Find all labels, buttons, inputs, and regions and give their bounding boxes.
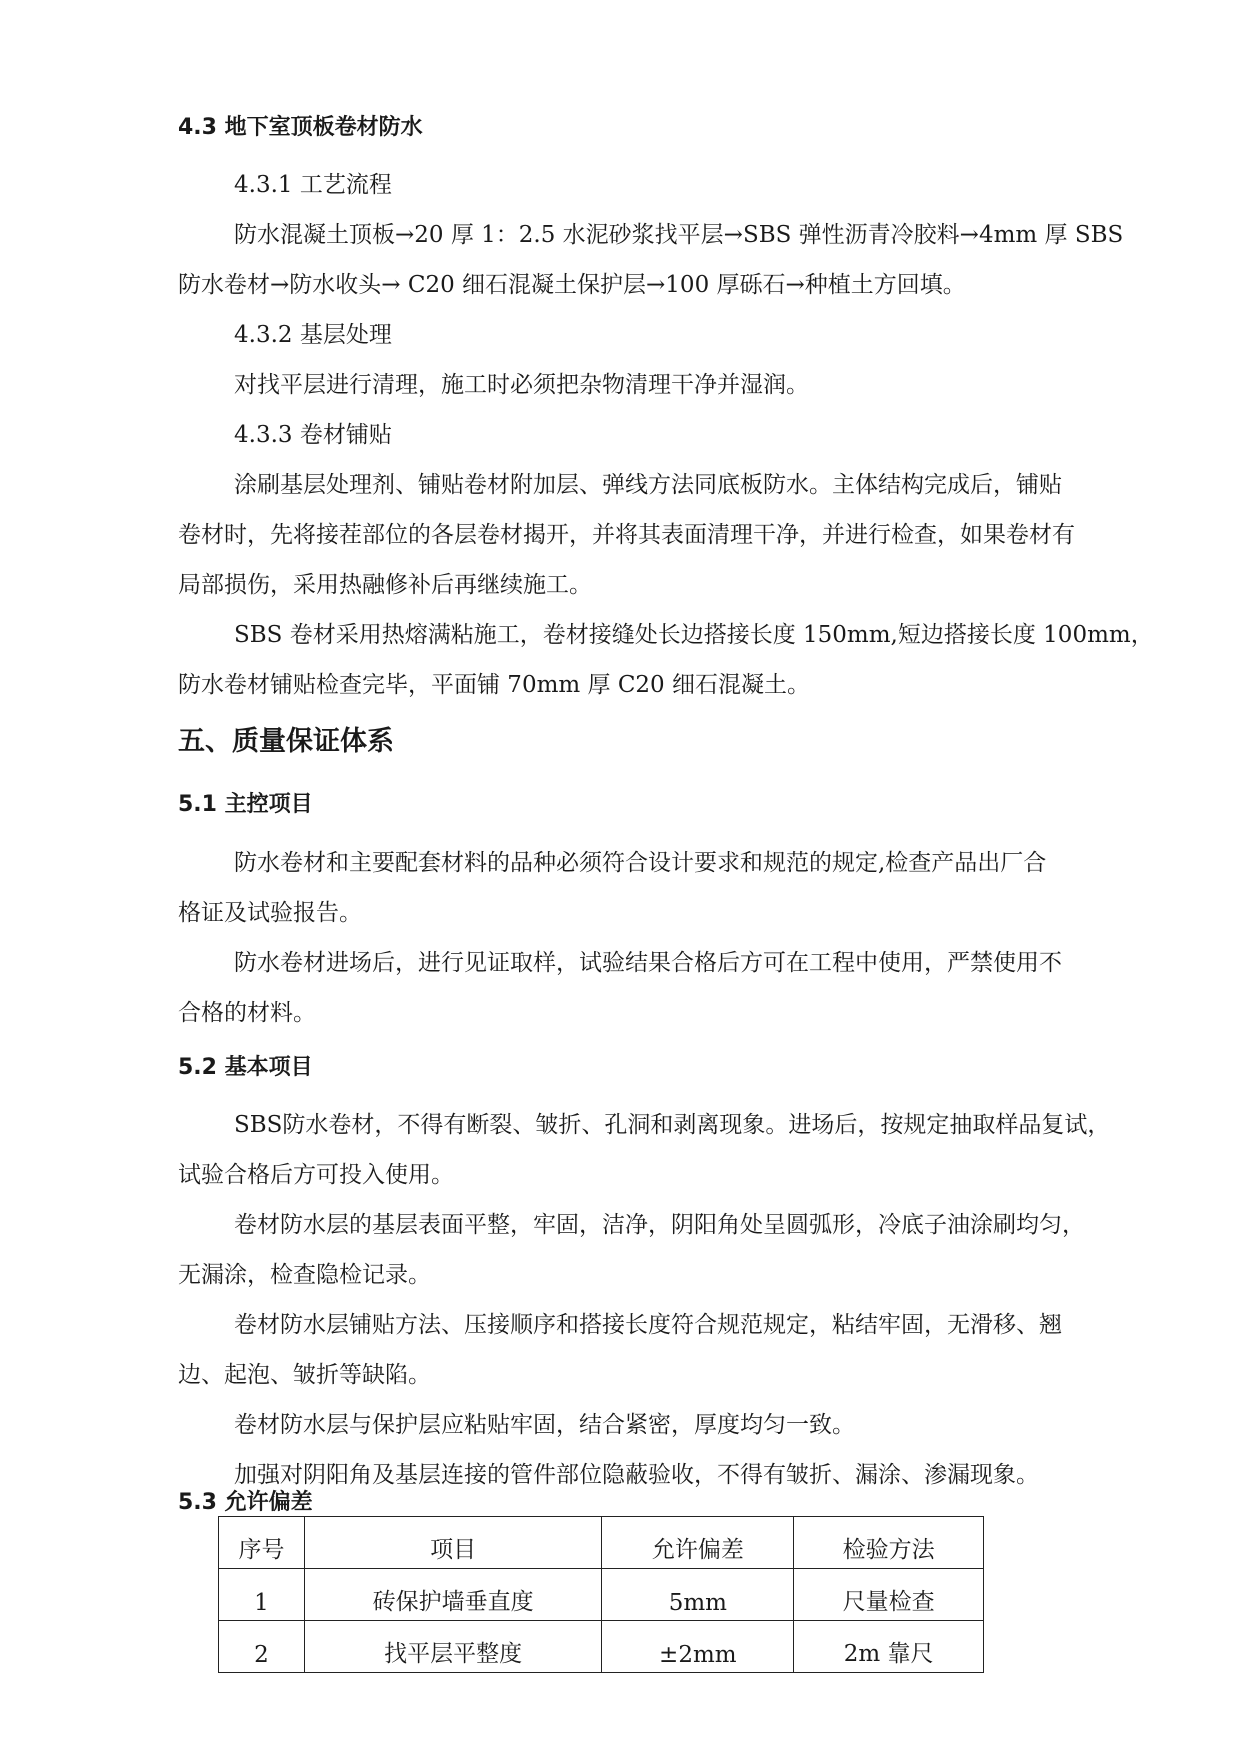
- subsection-4-3-2-title: 4.3.2 基层处理: [234, 322, 392, 348]
- table-cell: 5mm: [602, 1569, 794, 1621]
- table-cell: 找平层平整度: [304, 1621, 602, 1673]
- main-control-para-1-line-1: 防水卷材和主要配套材料的品种必须符合设计要求和规范的规定,检查产品出厂合: [234, 850, 1047, 876]
- basic-item-para-3-line-1: 卷材防水层铺贴方法、压接顺序和搭接长度符合规范规定，粘结牢固，无滑移、翘: [234, 1312, 1062, 1338]
- process-flow-line-2: 防水卷材→防水收头→ C20 细石混凝土保护层→100 厚砾石→种植土方回填。: [178, 272, 966, 298]
- table-header-cell: 检验方法: [794, 1517, 984, 1569]
- laying-text-line-3: 局部损伤，采用热融修补后再继续施工。: [178, 572, 592, 598]
- laying-text-line-5: 防水卷材铺贴检查完毕，平面铺 70mm 厚 C20 细石混凝土。: [178, 672, 810, 698]
- table-cell: 尺量检查: [794, 1569, 984, 1621]
- base-treatment-text: 对找平层进行清理，施工时必须把杂物清理干净并湿润。: [234, 372, 809, 398]
- table-header-cell: 允许偏差: [602, 1517, 794, 1569]
- allowable-deviation-table: [218, 1516, 984, 1673]
- laying-text-line-2: 卷材时，先将接茬部位的各层卷材揭开，并将其表面清理干净，并进行检查，如果卷材有: [178, 522, 1075, 548]
- basic-item-para-4: 卷材防水层与保护层应粘贴牢固，结合紧密，厚度均匀一致。: [234, 1412, 855, 1438]
- subsection-4-3-3-title: 4.3.3 卷材铺贴: [234, 422, 392, 448]
- section-5-1-heading: 5.1 主控项目: [178, 792, 313, 817]
- table-cell: 2: [219, 1621, 305, 1673]
- main-control-para-2-line-2: 合格的材料。: [178, 1000, 316, 1026]
- table-header-row: [219, 1517, 984, 1569]
- table-row: [219, 1621, 984, 1673]
- laying-text-line-1: 涂刷基层处理剂、铺贴卷材附加层、弹线方法同底板防水。主体结构完成后，铺贴: [234, 472, 1062, 498]
- laying-text-line-4: SBS 卷材采用热熔满粘施工，卷材接缝处长边搭接长度 150mm,短边搭接长度 100mm，: [234, 622, 1154, 648]
- table-header-cell: 项目: [304, 1517, 602, 1569]
- chapter-5-heading: 五、质量保证体系: [178, 726, 394, 757]
- basic-item-para-5: 加强对阴阳角及基层连接的管件部位隐蔽验收，不得有皱折、漏涂、渗漏现象。: [234, 1462, 1039, 1488]
- basic-item-para-1-line-2: 试验合格后方可投入使用。: [178, 1162, 454, 1188]
- basic-item-para-3-line-2: 边、起泡、皱折等缺陷。: [178, 1362, 431, 1388]
- basic-item-para-1-line-1: SBS防水卷材，不得有断裂、皱折、孔洞和剥离现象。进场后，按规定抽取样品复试，: [234, 1112, 1111, 1138]
- subsection-4-3-1-title: 4.3.1 工艺流程: [234, 172, 392, 198]
- table-cell: ±2mm: [602, 1621, 794, 1673]
- table-row: [219, 1569, 984, 1621]
- table-cell: 砖保护墙垂直度: [304, 1569, 602, 1621]
- table-cell: 1: [219, 1569, 305, 1621]
- process-flow-line-1: 防水混凝土顶板→20 厚 1：2.5 水泥砂浆找平层→SBS 弹性沥青冷胶料→4mm 厚 SBS: [234, 222, 1124, 248]
- basic-item-para-2-line-1: 卷材防水层的基层表面平整，牢固，洁净，阴阳角处呈圆弧形，冷底子油涂刷均匀，: [234, 1212, 1085, 1238]
- main-control-para-1-line-2: 格证及试验报告。: [178, 900, 362, 926]
- basic-item-para-2-line-2: 无漏涂，检查隐检记录。: [178, 1262, 431, 1288]
- table-cell: 2m 靠尺: [794, 1621, 984, 1673]
- main-control-para-2-line-1: 防水卷材进场后，进行见证取样，试验结果合格后方可在工程中使用，严禁使用不: [234, 950, 1062, 976]
- section-4-3-heading: 4.3 地下室顶板卷材防水: [178, 115, 423, 140]
- table-header-cell: 序号: [219, 1517, 305, 1569]
- section-5-2-heading: 5.2 基本项目: [178, 1055, 313, 1080]
- section-5-3-heading: 5.3 允许偏差: [178, 1490, 313, 1515]
